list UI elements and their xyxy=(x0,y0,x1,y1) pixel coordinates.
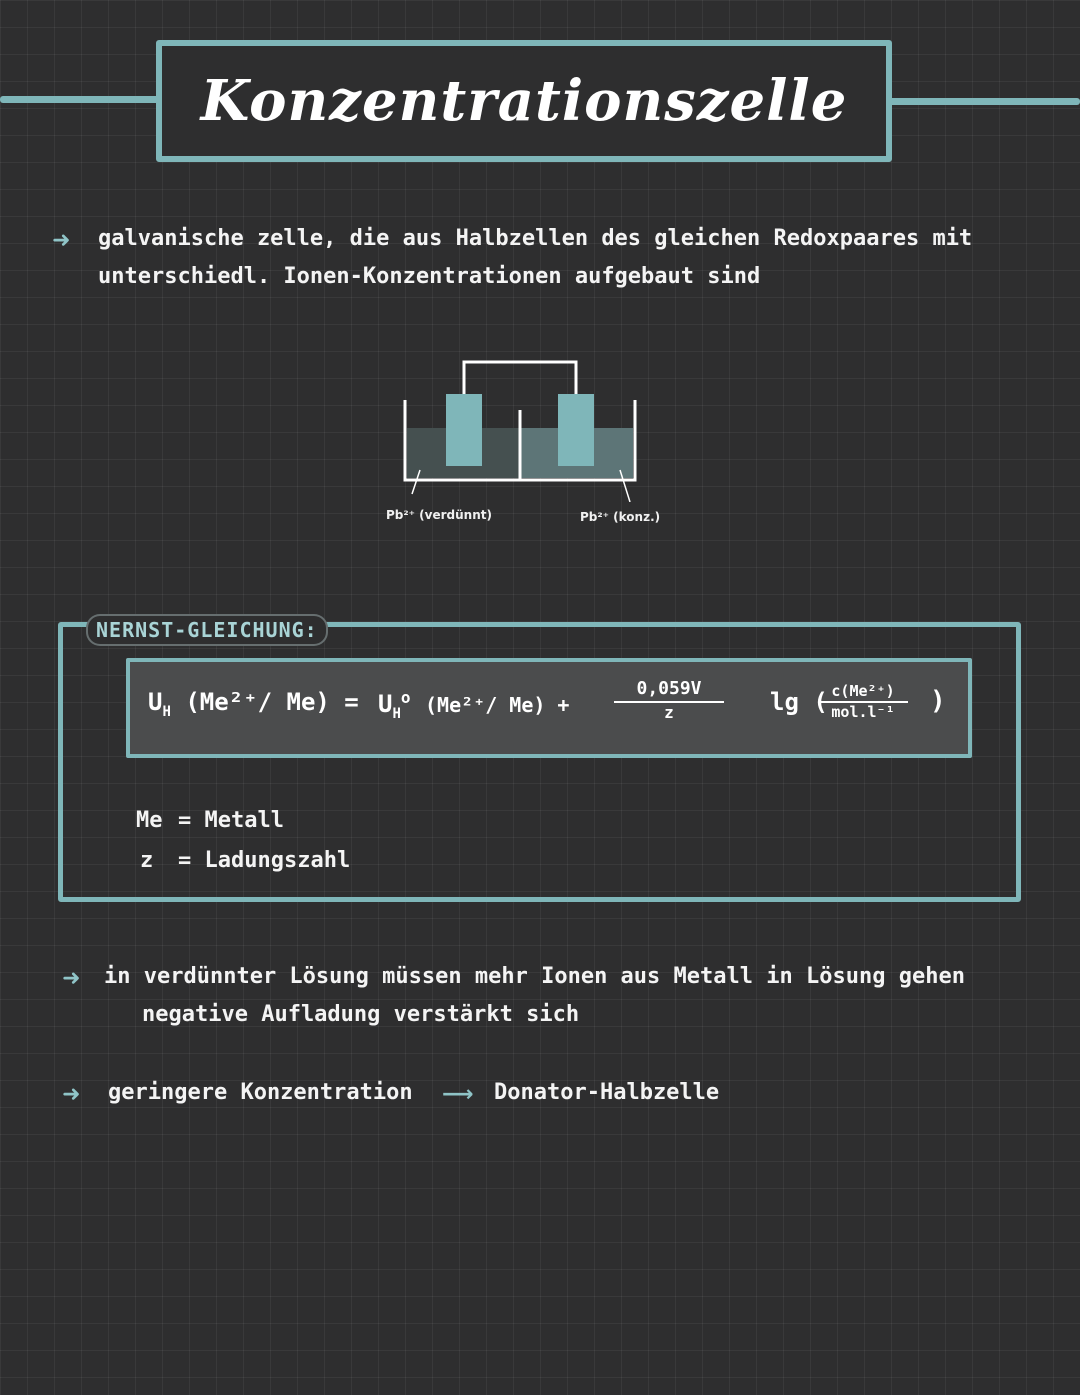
rhs-sub: H xyxy=(392,705,401,722)
lhs-u: U xyxy=(148,688,163,716)
fraction-denominator: z xyxy=(664,703,674,722)
label-dilute: Pb²⁺ (verdünnt) xyxy=(386,508,492,522)
note-line-3b: Donator-Halbzelle xyxy=(494,1080,720,1105)
intro-line-1: galvanische zelle, die aus Halbzellen des gleichen Redoxpaares mit xyxy=(98,226,973,251)
lg-close: ) xyxy=(930,686,946,716)
formula-lhs xyxy=(148,688,359,720)
formula-rhs xyxy=(378,688,569,722)
legend-meaning-z: = Ladungszahl xyxy=(178,848,351,873)
conc-denominator: mol.l⁻¹ xyxy=(831,703,895,721)
rhs-paren: (Me²⁺/ Me) + xyxy=(424,693,570,717)
arrow-right-icon: ➜ xyxy=(62,966,81,991)
legend-meaning-me: = Metall xyxy=(178,808,284,833)
intro-line-2: unterschiedl. Ionen-Konzentrationen aufgebaut sind xyxy=(98,264,761,289)
nernst-formula-box xyxy=(126,658,972,758)
nernst-heading: NERNST-GLEICHUNG: xyxy=(86,614,328,646)
legend-symbol-me: Me xyxy=(136,808,163,833)
note-line-1: in verdünnter Lösung müssen mehr Ionen aus Metall in Lösung gehen xyxy=(104,964,965,989)
label-concentrated: Pb²⁺ (konz.) xyxy=(580,510,661,524)
concentration-cell-diagram xyxy=(390,352,650,502)
title-rule-right xyxy=(880,98,1080,105)
arrow-right-icon: ⟶ xyxy=(442,1082,474,1107)
electrode-left xyxy=(446,394,482,466)
rhs-u: U xyxy=(378,690,393,718)
rhs-sup: o xyxy=(400,688,411,707)
page-title: Konzentrationszelle xyxy=(200,68,848,134)
electrode-right xyxy=(558,394,594,466)
arrow-right-icon: ➜ xyxy=(62,1082,81,1107)
wire xyxy=(464,362,576,394)
arrow-right-icon: ➜ xyxy=(52,228,71,253)
fraction-potential xyxy=(614,678,724,722)
lg-open: lg ( xyxy=(770,688,828,716)
lhs-sub: H xyxy=(162,703,171,720)
title-rule-left xyxy=(0,96,160,103)
fraction-concentration xyxy=(818,682,908,721)
note-line-3a: geringere Konzentration xyxy=(108,1080,413,1105)
title-box xyxy=(156,40,892,162)
lhs-paren: (Me²⁺/ Me) = xyxy=(185,688,359,716)
legend-symbol-z: z xyxy=(140,848,154,873)
note-line-2: negative Aufladung verstärkt sich xyxy=(142,1002,580,1027)
fraction-numerator: 0,059V xyxy=(614,678,724,703)
conc-numerator: c(Me²⁺) xyxy=(818,682,908,703)
